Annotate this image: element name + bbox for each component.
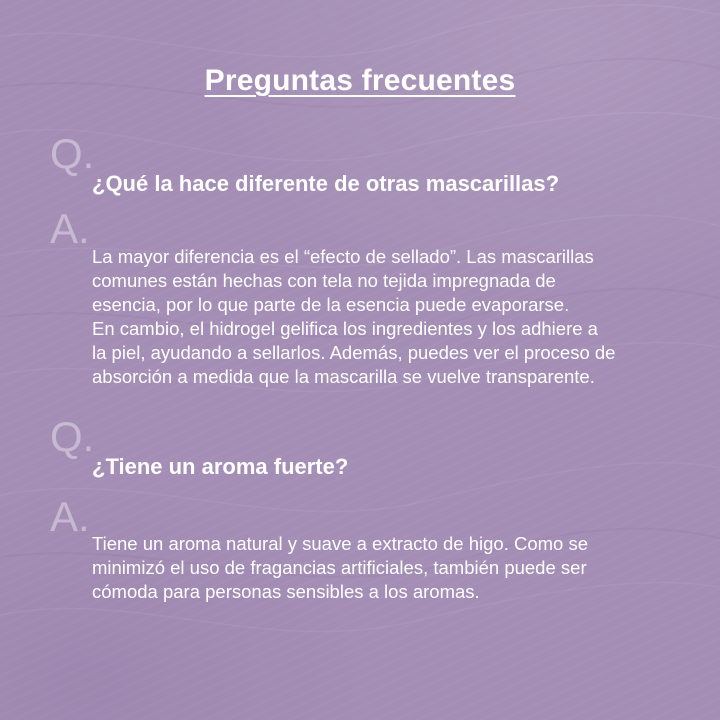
faq-answer-2: Tiene un aroma natural y suave a extracto de higo. Como se minimizó el uso de fragancias artificiales, también puede ser cómoda para personas sensibles a los aromas. (92, 533, 589, 602)
answer-marker: A. (50, 493, 90, 540)
faq-question-1: ¿Qué la hace diferente de otras mascarillas? (92, 171, 560, 196)
question-marker: Q. (50, 413, 95, 460)
question-marker: Q. (50, 130, 95, 177)
answer-marker: A. (50, 205, 90, 252)
page-title: Preguntas frecuentes (204, 64, 516, 97)
faq-answer-1: La mayor diferencia es el “efecto de sellado”. Las mascarillas comunes están hechas con tela no tejida impregnada de esencia, por lo que parte de la esencia puede evaporarse. En cambio, el hidrogel gelifica los ingredientes y los adhiere a la piel, ayudando a sellarlos. Además, puedes ver el proceso de absorción a medida que la mascarilla se vuelve transparente. (92, 246, 616, 387)
faq-question-2: ¿Tiene un aroma fuerte? (92, 454, 349, 479)
